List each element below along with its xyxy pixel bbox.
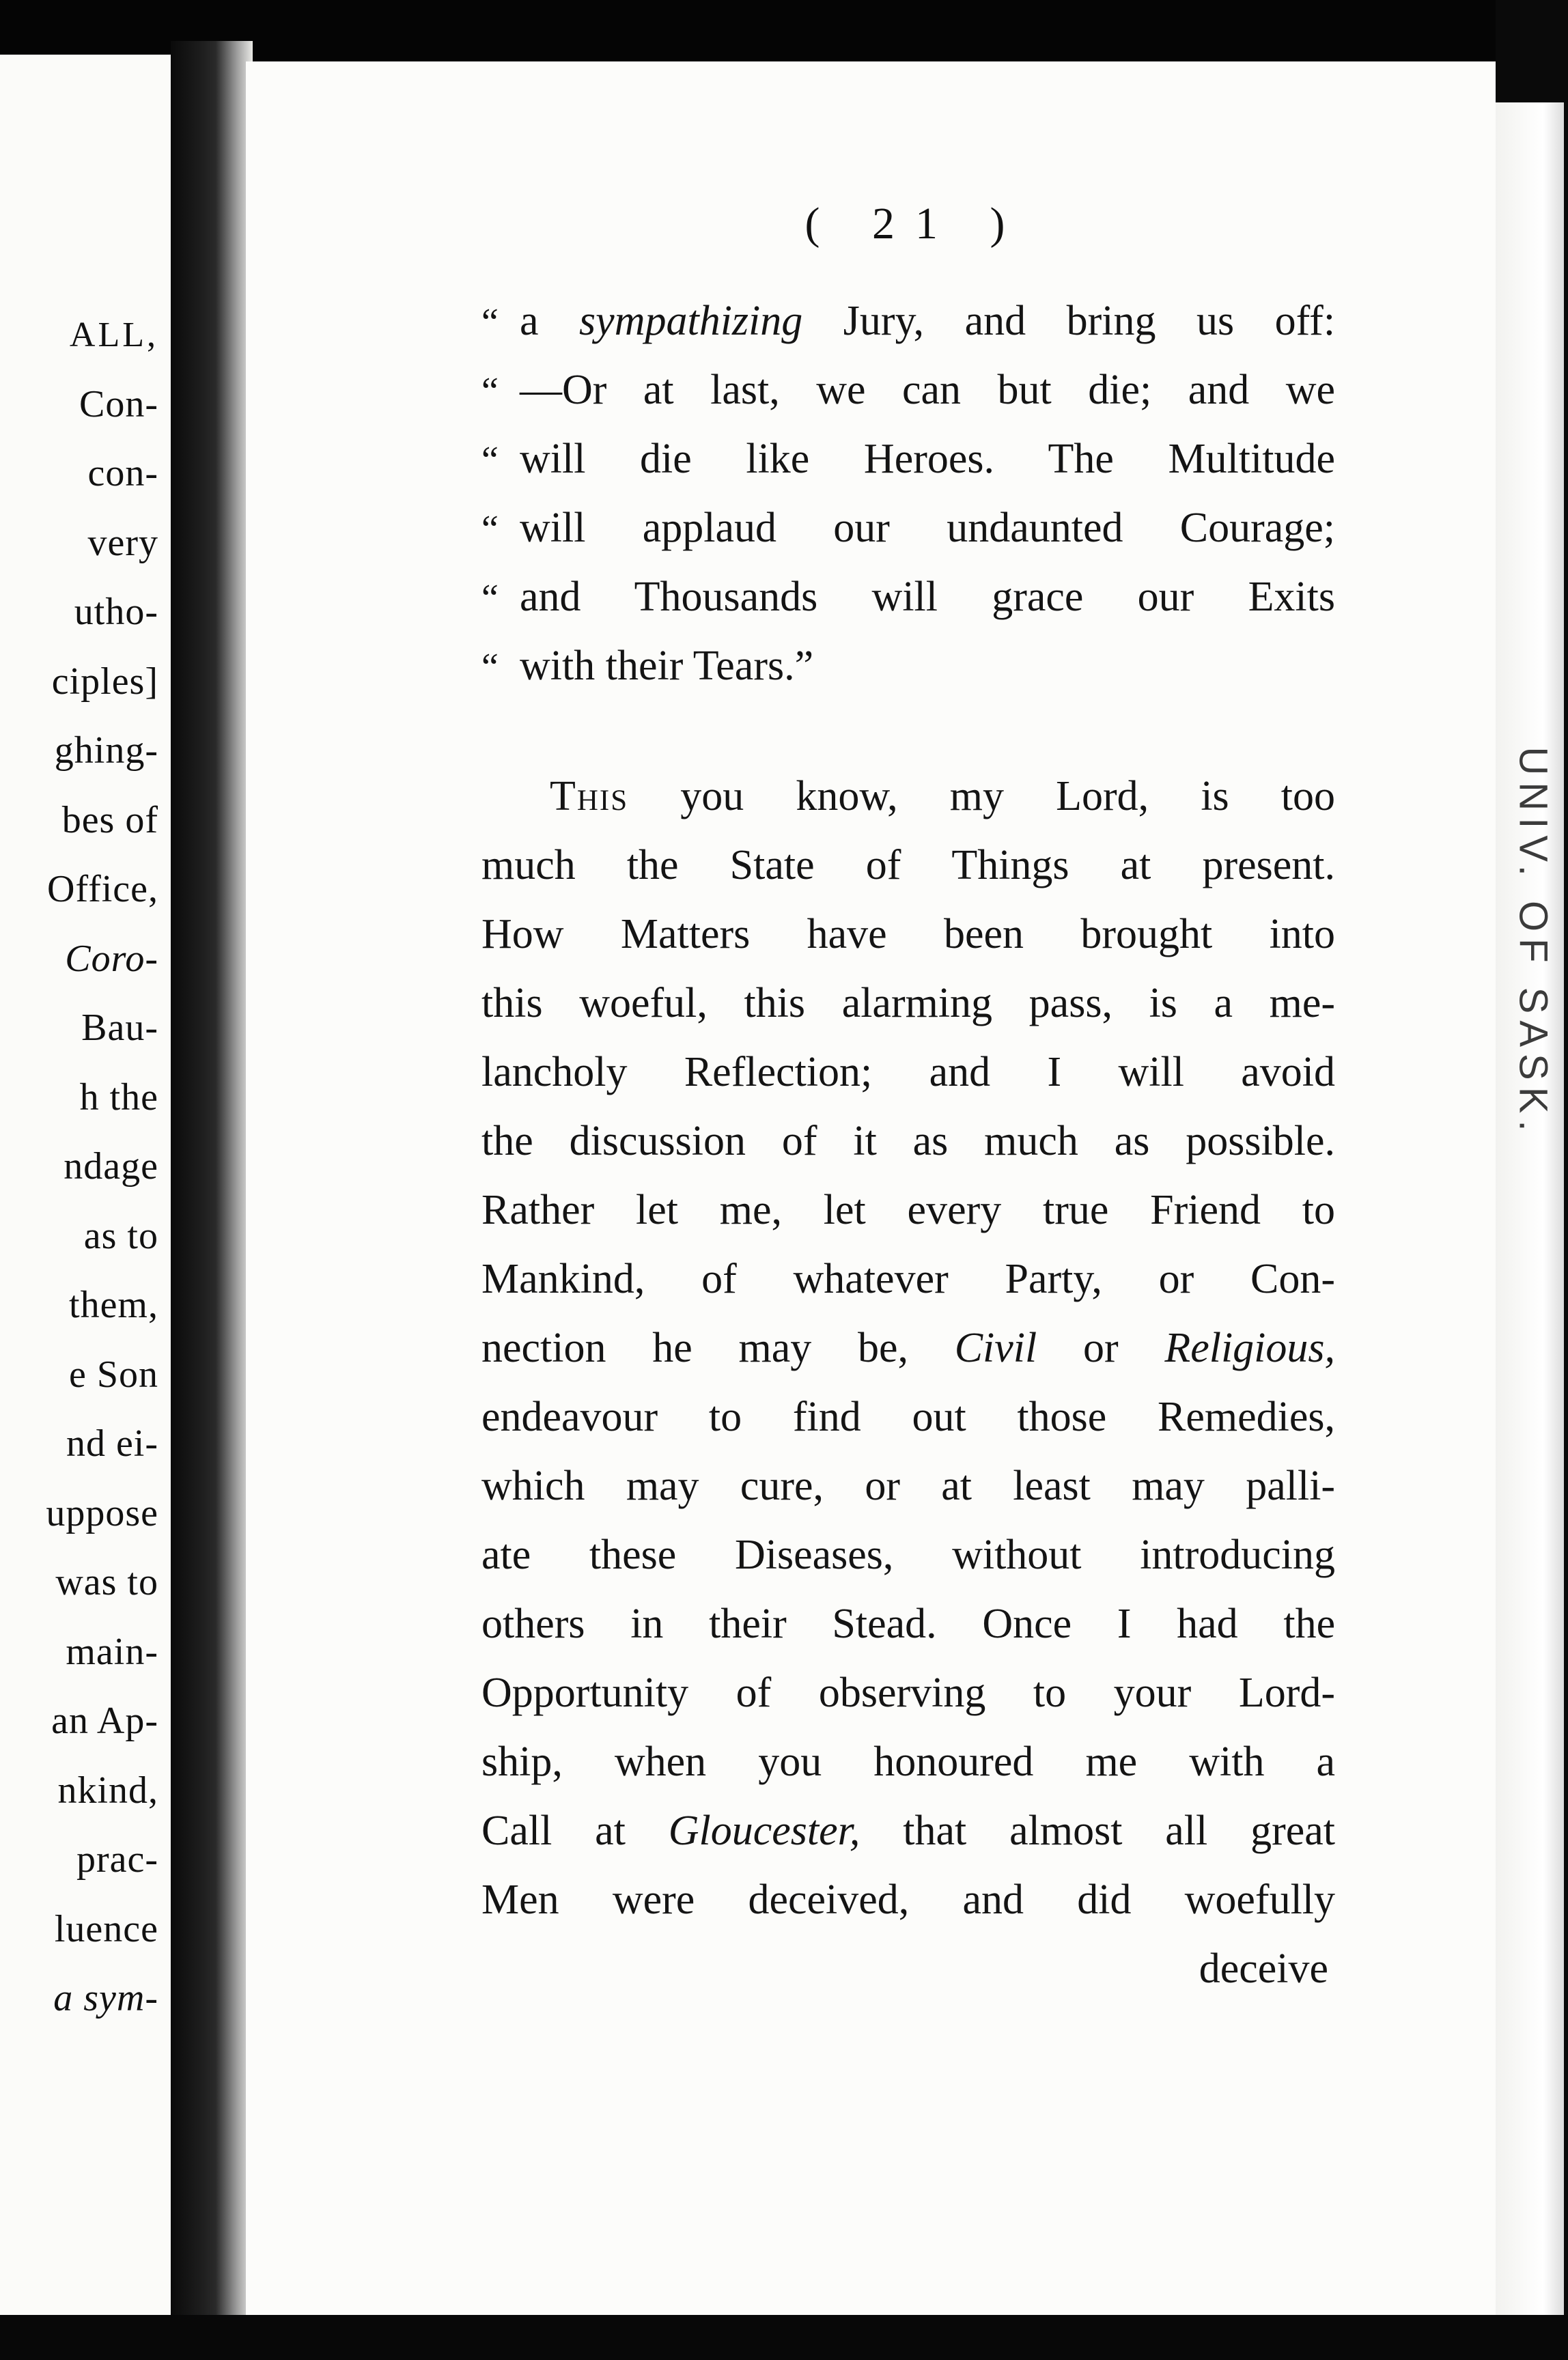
text-line [481, 1797, 1335, 1866]
text-line [481, 1521, 1335, 1590]
left-page-line: ALL, [69, 315, 158, 354]
text-line [481, 1245, 1335, 1314]
left-page-line: prac- [76, 1838, 158, 1881]
text-line [481, 900, 1335, 969]
left-page-line: Con- [79, 382, 158, 425]
book-gutter [171, 41, 253, 2335]
line-text: will die like Heroes. The Multitude [520, 436, 1336, 482]
line-text: will applaud our undaunted Courage; [520, 505, 1336, 551]
left-page-line: was to [55, 1561, 158, 1603]
left-page-line: as to [83, 1214, 158, 1257]
text-line [481, 563, 1335, 632]
paragraph-break [481, 701, 1335, 762]
left-page-line: them, [69, 1284, 158, 1326]
catchword: deceive [1199, 1945, 1328, 1992]
quote-mark: “ [481, 577, 499, 619]
left-page-line: con- [87, 452, 158, 494]
line-text: this woeful, this alarming pass, is a me- [481, 980, 1336, 1026]
paragraph-lead-word: This [550, 773, 629, 819]
line-text: Rather let me, let every true Friend to [481, 1187, 1336, 1233]
line-text: you know, my Lord, is too [680, 773, 1336, 819]
left-page-line: ciples] [51, 660, 158, 703]
line-text: ship, when you honoured me with a [481, 1739, 1336, 1785]
left-page-line: uppose [46, 1491, 158, 1534]
left-page-line: ghing- [54, 729, 158, 772]
text-line [481, 1383, 1335, 1452]
quote-mark: “ [481, 301, 499, 343]
next-page-edge [1496, 102, 1564, 2315]
line-text: with their Tears.” [520, 643, 814, 689]
text-line [481, 1728, 1335, 1797]
line-text: the discussion of it as much as possible. [481, 1118, 1336, 1164]
line-text: —Or at last, we can but die; and we [520, 367, 1336, 413]
text-line [481, 1659, 1335, 1728]
line-text: ate these Diseases, without introducing [481, 1532, 1336, 1578]
left-page-line: h the [79, 1076, 158, 1119]
left-page-line: bes of [61, 798, 158, 841]
quote-mark: “ [481, 439, 499, 481]
line-text: which may cure, or at least may palli- [481, 1463, 1336, 1509]
text-line [481, 1038, 1335, 1107]
page-text [481, 287, 1335, 2004]
library-stamp: UNIV. OF SASK. [1511, 746, 1556, 1138]
line-text: How Matters have been brought into [481, 911, 1336, 957]
left-page-line: a sym- [53, 1977, 158, 2019]
left-page-line: e Son [69, 1353, 158, 1396]
left-page-line: main- [66, 1630, 158, 1673]
left-page-line: Bau- [81, 1007, 158, 1049]
line-text: nection he may be, Civil or Religious, [481, 1325, 1336, 1371]
left-page-line: ndage [64, 1145, 158, 1188]
paragraph-quoted-speech [481, 287, 1335, 701]
text-line [481, 425, 1335, 494]
text-line [481, 969, 1335, 1038]
line-text: others in their Stead. Once I had the [481, 1601, 1336, 1647]
quote-mark: “ [481, 508, 499, 550]
line-text: Opportunity of observing to your Lord- [481, 1670, 1336, 1716]
line-text: Mankind, of whatever Party, or Con- [481, 1256, 1335, 1302]
left-page-line: Coro- [65, 937, 158, 980]
line-text: and Thousands will grace our Exits [520, 574, 1336, 620]
line-text: Call at Gloucester, that almost all great [481, 1808, 1336, 1854]
text-line [481, 762, 1335, 831]
left-page-text [46, 300, 158, 2034]
text-line [481, 632, 1335, 701]
left-page-line: very [87, 521, 158, 564]
text-line [481, 1452, 1335, 1521]
text-line [481, 287, 1335, 356]
left-page-line: Office, [47, 868, 158, 910]
text-line [481, 1107, 1335, 1176]
left-page-line: utho- [74, 591, 158, 633]
text-line [481, 1590, 1335, 1659]
left-page-line: luence [54, 1907, 158, 1950]
quote-mark: “ [481, 646, 499, 688]
left-facing-page [0, 55, 171, 2329]
left-page-line: an Ap- [51, 1700, 158, 1742]
text-line [481, 1314, 1335, 1383]
left-page-line: nkind, [57, 1769, 158, 1812]
line-text: Men were deceived, and did woefully [481, 1877, 1336, 1923]
text-line [481, 494, 1335, 563]
line-text: lancholy Reflection; and I will avoid [481, 1049, 1335, 1095]
quote-mark: “ [481, 370, 499, 412]
line-text: much the State of Things at present. [481, 842, 1336, 888]
text-line [481, 831, 1335, 900]
left-page-line: nd ei- [66, 1422, 158, 1465]
text-line [481, 1176, 1335, 1245]
text-line [481, 356, 1335, 425]
page-number: ( 21 ) [804, 199, 1026, 249]
line-text: endeavour to find out those Remedies, [481, 1394, 1336, 1440]
bottom-dark-band [0, 2315, 1568, 2360]
text-line [481, 1866, 1335, 1935]
paragraph-main [481, 762, 1335, 1935]
line-text: a sympathizing Jury, and bring us off: [520, 298, 1336, 344]
